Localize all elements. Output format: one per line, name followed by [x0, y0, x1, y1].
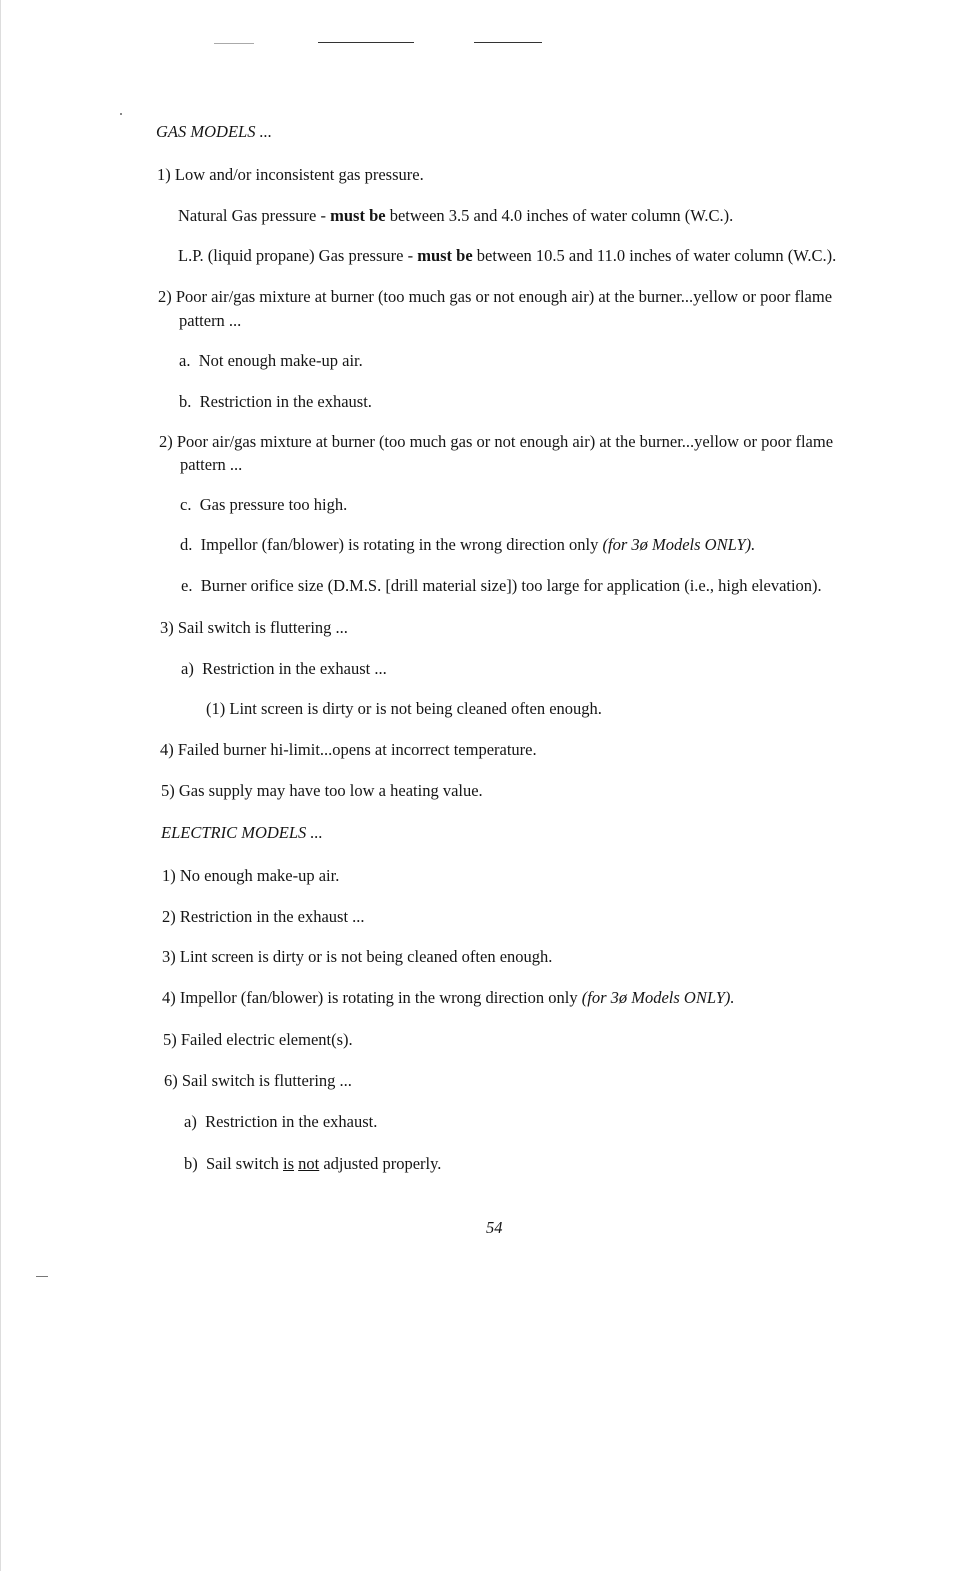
must-be-emphasis: must be [417, 246, 473, 265]
scan-rule-mark [214, 43, 254, 44]
gas-item-4: 4) Failed burner hi-limit...opens at incorrect temperature. [160, 740, 537, 759]
scan-rule-mark [36, 1276, 48, 1277]
gas-item-2a-line1: 2) Poor air/gas mixture at burner (too much gas or not enough air) at the burner...yellow or poor flame [158, 287, 833, 306]
gas-models-heading: GAS MODELS ... [156, 122, 272, 141]
gas-item-3-a: a) Restriction in the exhaust ... [181, 659, 387, 678]
gas-sub-e: e. Burner orifice size (D.M.S. [drill material size]) too large for application (i.e., high elevation). [181, 576, 822, 595]
natural-gas-pressure: Natural Gas pressure - must be between 3.5 and 4.0 inches of water column (W.C.). [178, 206, 734, 225]
gas-sub-b: b. Restriction in the exhaust. [179, 392, 372, 411]
gas-item-5: 5) Gas supply may have too low a heating value. [161, 781, 483, 800]
gas-item-2b-line2: pattern ... [180, 455, 243, 474]
must-be-emphasis: must be [330, 206, 386, 225]
electric-item-6-a: a) Restriction in the exhaust. [184, 1112, 378, 1131]
gas-item-3-a-1: (1) Lint screen is dirty or is not being cleaned often enough. [206, 699, 602, 718]
electric-item-6-b: b) Sail switch is not adjusted properly. [184, 1154, 442, 1173]
scan-speck [120, 113, 122, 115]
lp-gas-pressure: L.P. (liquid propane) Gas pressure - must be between 10.5 and 11.0 inches of water column (W.C.). [178, 246, 837, 265]
scan-rule-mark [474, 42, 542, 43]
electric-item-5: 5) Failed electric element(s). [163, 1030, 353, 1049]
gas-sub-a: a. Not enough make-up air. [179, 351, 363, 370]
three-phase-note: (for 3ø Models ONLY). [581, 988, 735, 1007]
gas-item-1: 1) Low and/or inconsistent gas pressure. [157, 165, 424, 184]
gas-item-2a-line2: pattern ... [179, 311, 242, 330]
gas-sub-d: d. Impellor (fan/blower) is rotating in the wrong direction only (for 3ø Models ONLY). [180, 535, 756, 554]
gas-item-3: 3) Sail switch is fluttering ... [160, 618, 348, 637]
electric-item-4: 4) Impellor (fan/blower) is rotating in the wrong direction only (for 3ø Models ONLY). [162, 988, 735, 1007]
electric-item-1: 1) No enough make-up air. [162, 866, 340, 885]
electric-models-heading: ELECTRIC MODELS ... [161, 823, 323, 842]
gas-sub-c: c. Gas pressure too high. [180, 495, 348, 514]
gas-item-2b-line1: 2) Poor air/gas mixture at burner (too much gas or not enough air) at the burner...yellow or poor flame [159, 432, 834, 451]
scan-rule-mark [318, 42, 414, 43]
scan-edge [0, 0, 1, 1571]
page-number: 54 [486, 1218, 503, 1237]
three-phase-note: (for 3ø Models ONLY). [602, 535, 756, 554]
electric-item-2: 2) Restriction in the exhaust ... [162, 907, 365, 926]
electric-item-6: 6) Sail switch is fluttering ... [164, 1071, 352, 1090]
electric-item-3: 3) Lint screen is dirty or is not being cleaned often enough. [162, 947, 553, 966]
